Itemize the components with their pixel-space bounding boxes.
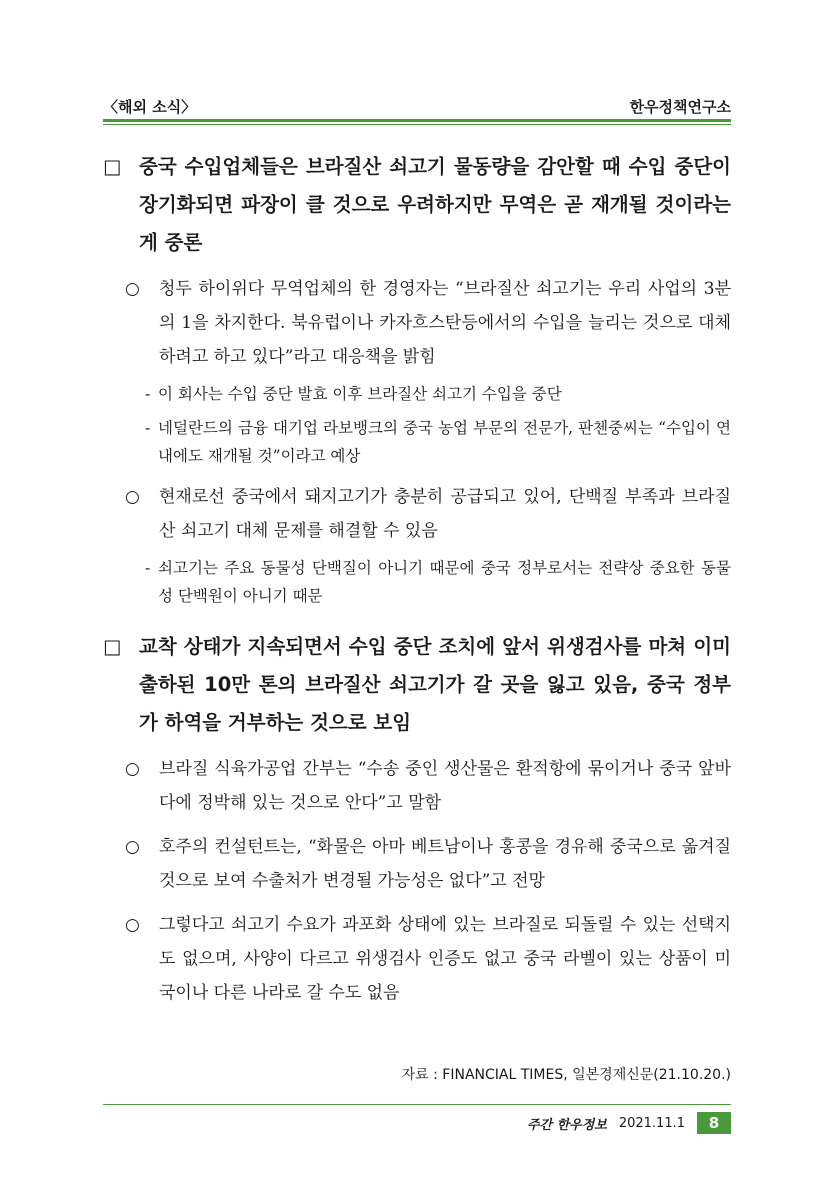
issue-date: 2021.11.1: [618, 1115, 685, 1131]
square-bullet-icon: □: [103, 155, 122, 178]
detail-item: [103, 554, 731, 610]
list-item-text: 호주의 컨설턴트는, “화물은 아마 베트남이나 홍콩을 경유해 중국으로 옮겨질 것으로 보여 수출처가 변경될 가능성은 없다”고 전망: [159, 837, 731, 891]
list-item: [103, 480, 731, 548]
article-body: [103, 148, 731, 1010]
circle-bullet-icon: ○: [125, 837, 140, 857]
circle-bullet-icon: ○: [125, 487, 140, 507]
section-heading-text: 교착 상태가 지속되면서 수입 중단 조치에 앞서 위생검사를 마쳐 이미 출하된 10만 톤의 브라질산 쇠고기가 갈 곳을 잃고 있음, 중국 정부가 하역을 거부하는 것으로 보임: [139, 635, 731, 734]
dash-bullet-icon: -: [145, 419, 151, 437]
section-heading-text: 중국 수입업체들은 브라질산 쇠고기 물동량을 감안할 때 수입 중단이 장기화되면 파장이 클 것으로 우려하지만 무역은 곧 재개될 것이라는 게 중론: [139, 155, 731, 254]
detail-item-text: 네덜란드의 금융 대기업 라보뱅크의 중국 농업 부문의 전문가, 판첸중씨는 “수입이 연내에도 재개될 것”이라고 예상: [158, 419, 731, 465]
list-item-text: 청두 하이위다 무역업체의 한 경영자는 “브라질산 쇠고기는 우리 사업의 3분의 1을 차지한다. 북유럽이나 카자흐스탄등에서의 수입을 늘리는 것으로 대체하려고 하고 있다”라고 대응책을 밝힘: [159, 279, 731, 367]
list-item-text: 브라질 식육가공업 간부는 “수송 중인 생산물은 환적항에 묶이거나 중국 앞바다에 정박해 있는 것으로 안다”고 말함: [159, 759, 731, 813]
source-citation: 자료 : FINANCIAL TIMES, 일본경제신문(21.10.20.): [401, 1067, 731, 1083]
detail-item-text: 이 회사는 수입 중단 발효 이후 브라질산 쇠고기 수입을 중단: [158, 385, 562, 403]
list-item-text: 그렇다고 쇠고기 수요가 과포화 상태에 있는 브라질로 되돌릴 수 있는 선택지도 없으며, 사양이 다르고 위생검사 인증도 없고 중국 라벨이 있는 상품이 미국이나 다른 나라로 갈 수도 없음: [159, 915, 731, 1003]
square-bullet-icon: □: [103, 635, 122, 658]
list-item: [103, 752, 731, 820]
list-item: [103, 272, 731, 374]
circle-bullet-icon: ○: [125, 915, 140, 935]
section-heading: [103, 148, 731, 262]
publication-name: 주간 한우정보: [526, 1117, 607, 1133]
page-footer: [527, 1112, 731, 1134]
detail-item: [103, 380, 731, 408]
list-item: [103, 908, 731, 1010]
detail-item: [103, 414, 731, 470]
header-rule-thin: [103, 124, 731, 125]
dash-bullet-icon: -: [145, 559, 151, 577]
detail-item-text: 쇠고기는 주요 동물성 단백질이 아니기 때문에 중국 정부로서는 전략상 중요한 동물성 단백원이 아니기 때문: [158, 559, 731, 605]
section-heading: [103, 628, 731, 742]
page-header: [103, 96, 731, 120]
footer-rule: [103, 1104, 731, 1105]
page-number: 8: [697, 1112, 731, 1134]
circle-bullet-icon: ○: [125, 279, 140, 299]
list-item: [103, 830, 731, 898]
section-label: 〈해외 소식〉: [103, 98, 197, 116]
list-item-text: 현재로선 중국에서 돼지고기가 충분히 공급되고 있어, 단백질 부족과 브라질산 쇠고기 대체 문제를 해결할 수 있음: [159, 487, 731, 541]
dash-bullet-icon: -: [145, 385, 151, 403]
circle-bullet-icon: ○: [125, 759, 140, 779]
organization-name: 한우정책연구소: [629, 98, 731, 116]
header-rule-thick: [103, 119, 731, 122]
